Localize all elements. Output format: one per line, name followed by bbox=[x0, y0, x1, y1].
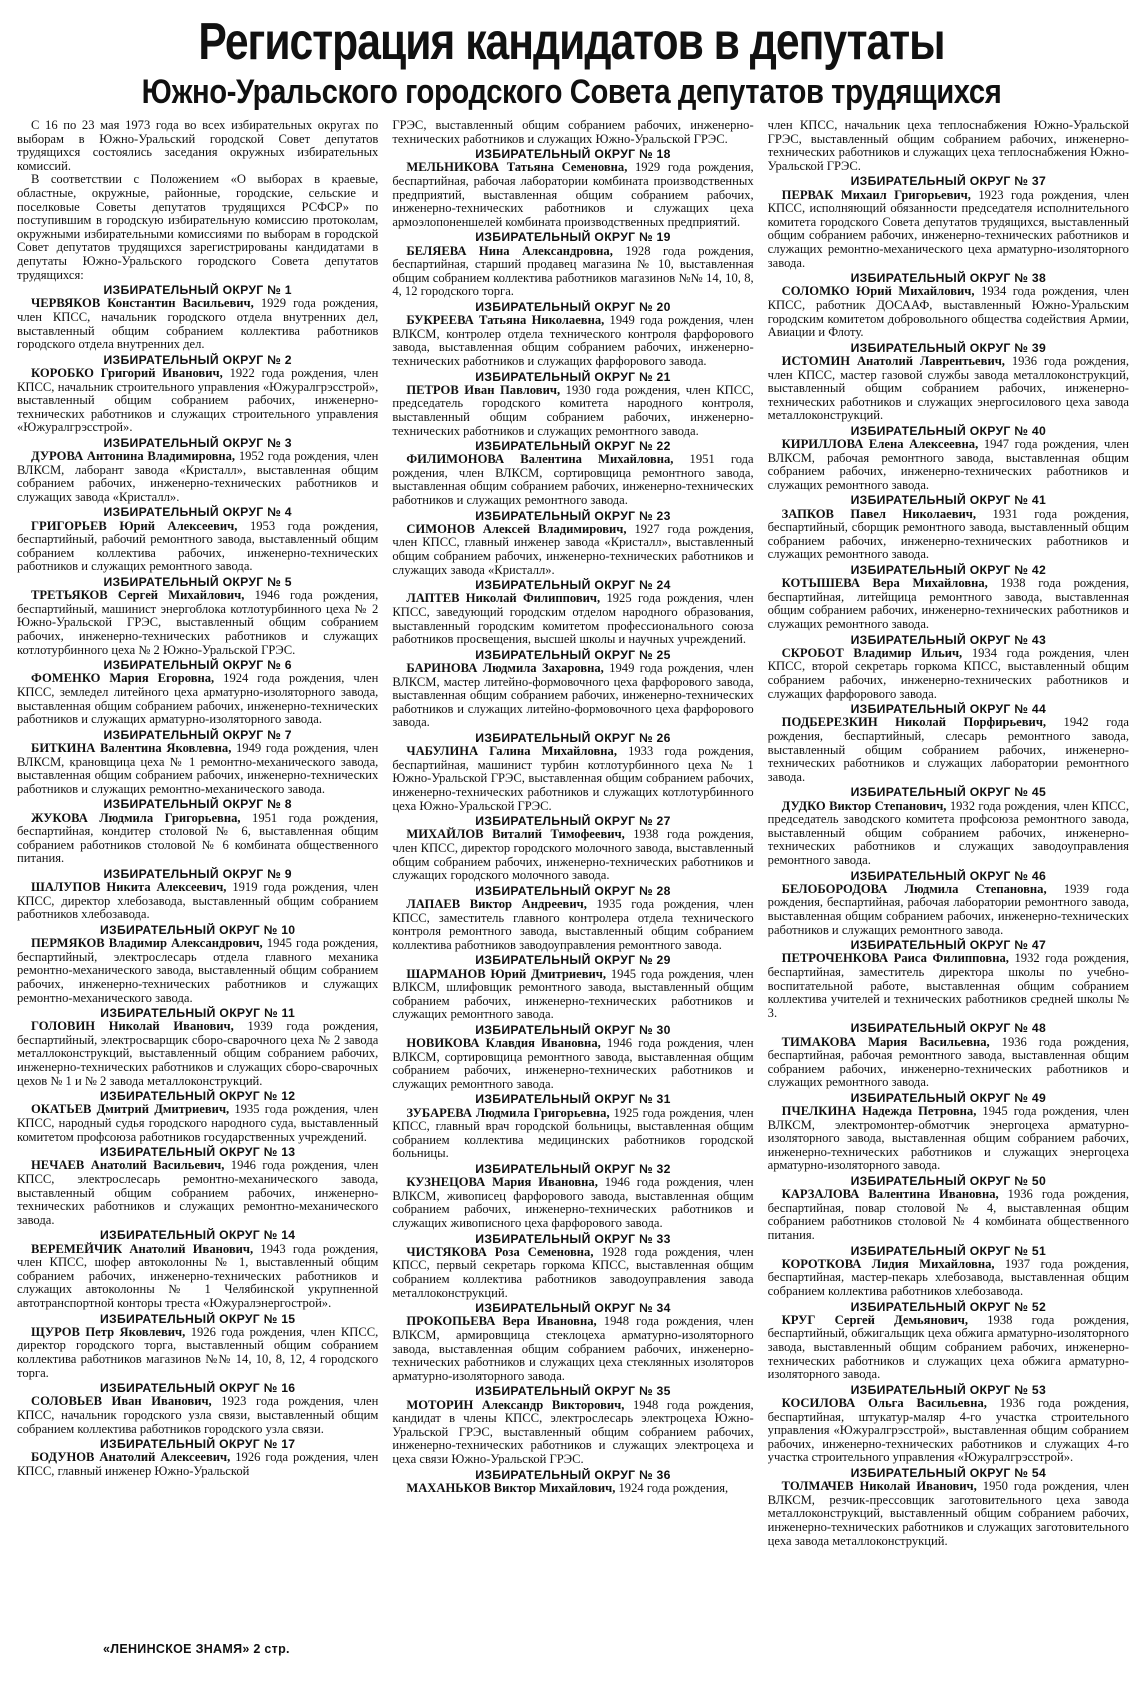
candidate-entry bbox=[17, 937, 378, 1005]
candidate-name: МИХАЙЛОВ Виталий Тимофеевич, bbox=[406, 827, 625, 842]
district-heading: ИЗБИРАТЕЛЬНЫЙ ОКРУГ № 25 bbox=[475, 647, 671, 662]
candidate-details: 1949 года рождения, член ВЛКСМ, крановщица цеха № 1 ремонтно-механического завода, выставленная общим собранием рабочих, инженерно-технических работников и служащих ремонтно-механического завода. bbox=[17, 740, 379, 796]
page-title: Регистрация кандидатов в депутаты bbox=[198, 13, 945, 71]
candidate-entry bbox=[392, 1482, 753, 1496]
candidate-details: 1934 года рождения, член КПСС, работник ДОСААФ, выставленный Южно-Уральским городским комитетом добровольного общества содействия Армии, Авиации и Флоту. bbox=[767, 284, 1129, 340]
candidate-entry bbox=[768, 716, 1129, 784]
candidate-details: 1933 года рождения, беспартийная, машинист турбин котлотурбинного цеха № 1 Южно-Уральской ГРЭС, выставленная общим собранием рабочих, инженерно-технических работников и служащих котлотурбинного цеха Южно-Уральской ГРЭС. bbox=[392, 744, 754, 813]
candidate-entry bbox=[768, 1036, 1129, 1090]
candidate-entry bbox=[768, 1480, 1129, 1548]
candidate-name: КОСИЛОВА Ольга Васильевна, bbox=[781, 1395, 987, 1410]
candidate-details: 1927 года рождения, член КПСС, главный инженер завода «Кристалл», выставленный общим собранием рабочих, инженерно-технических работников и служащих завода «Кристалл». bbox=[392, 521, 754, 577]
district-heading: ИЗБИРАТЕЛЬНЫЙ ОКРУГ № 30 bbox=[475, 1022, 671, 1037]
candidate-name: ТОЛМАЧЕВ Николай Иванович, bbox=[781, 1479, 977, 1494]
candidate-details: 1945 года рождения, беспартийный, электрослесарь отдела главного механика ремонтно-механического завода, выставленный общим собранием рабочих, инженерно-технических работников и служащих ремонтно-механического завода. bbox=[17, 936, 379, 1005]
candidate-name: ШАЛУПОВ Никита Алексеевич, bbox=[31, 880, 227, 895]
candidate-name: ТРЕТЬЯКОВ Сергей Михайлович, bbox=[31, 588, 245, 603]
candidate-details: 1926 года рождения, член КПСС, главный инженер Южно-Уральской bbox=[17, 1450, 379, 1478]
candidate-entry bbox=[17, 672, 378, 726]
candidate-name: СКРОБОТ Владимир Ильич, bbox=[781, 645, 963, 660]
candidate-name: БОДУНОВ Анатолий Алексеевич, bbox=[31, 1450, 231, 1465]
district-heading: ИЗБИРАТЕЛЬНЫЙ ОКРУГ № 41 bbox=[850, 493, 1047, 508]
district-heading: ИЗБИРАТЕЛЬНЫЙ ОКРУГ № 20 bbox=[475, 299, 671, 314]
district-heading: ИЗБИРАТЕЛЬНЫЙ ОКРУГ № 24 bbox=[475, 578, 671, 593]
candidate-entry bbox=[392, 1315, 753, 1383]
candidate-name: ЛАПТЕВ Николай Филиппович, bbox=[406, 591, 601, 606]
candidate-entry bbox=[768, 355, 1129, 423]
candidate-name: БЕЛЯЕВА Нина Александровна, bbox=[406, 243, 613, 258]
candidate-name: ЛАПАЕВ Виктор Андреевич, bbox=[406, 896, 587, 911]
candidate-details: 1936 года рождения, член КПСС, мастер газовой службы завода металлоконструкций, выставленный общим собранием рабочих, инженерно-технических работников и служащих энергосилового цеха завода металлоконструкций. bbox=[767, 353, 1129, 423]
candidate-details: 1945 года рождения, член ВЛКСМ, шлифовщик ремонтного завода, выставленный общим собранием рабочих, инженерно-технических работников и служащих ремонтного завода. bbox=[392, 966, 754, 1022]
candidate-name: ПОДБЕРЕЗКИН Николай Порфирьевич, bbox=[781, 715, 1047, 730]
candidate-name: НОВИКОВА Клавдия Ивановна, bbox=[406, 1036, 601, 1051]
candidate-entry bbox=[768, 800, 1129, 868]
candidate-entry bbox=[768, 647, 1129, 701]
district-heading: ИЗБИРАТЕЛЬНЫЙ ОКРУГ № 21 bbox=[475, 369, 671, 384]
candidate-details: 1947 года рождения, член ВЛКСМ, рабочая ремонтного завода, выставленная общим собранием рабочих, инженерно-технических работников и служащих ремонтного завода. bbox=[767, 437, 1129, 492]
candidate-entry bbox=[17, 1395, 378, 1436]
candidate-details: 1929 года рождения, член КПСС, начальник городского отдела внутренних дел, выставленный общим собранием коллектива работников городского отдела внутренних дел. bbox=[17, 296, 379, 352]
candidate-details: 1938 года рождения, член КПСС, директор городского молочного завода, выставленный общим собранием рабочих, инженерно-технических работников и служащих городского молочного завода. bbox=[392, 827, 754, 883]
candidate-details: 1928 года рождения, беспартийная, старший продавец магазина № 10, выставленная общим собранием коллектива работников магазинов №№ 14, 10, 8, 4, 12 городского торга. bbox=[392, 243, 754, 299]
candidate-entry bbox=[392, 314, 753, 368]
candidate-name: ШАРМАНОВ Юрий Дмитриевич, bbox=[406, 966, 607, 981]
candidate-name: МОТОРИН Александр Викторович, bbox=[406, 1397, 625, 1412]
candidate-details: 1950 года рождения, член ВЛКСМ, резчик-прессовщик заготовительного цеха завода металлоконструкций, выставленный общим собранием рабочих, инженерно-технических работников и служащих заготовительного цеха завода металлоконструкций. bbox=[767, 1479, 1129, 1548]
district-heading: ИЗБИРАТЕЛЬНЫЙ ОКРУГ № 17 bbox=[99, 1437, 296, 1452]
candidate-details: 1928 года рождения, член КПСС, первый секретарь горкома КПСС, выставленная общим собранием коллектива работников заводоуправления завода металлоконструкций. bbox=[392, 1244, 754, 1300]
district-heading: ИЗБИРАТЕЛЬНЫЙ ОКРУГ № 34 bbox=[475, 1301, 671, 1316]
district-heading: ИЗБИРАТЕЛЬНЫЙ ОКРУГ № 4 bbox=[103, 505, 292, 520]
district-heading: ИЗБИРАТЕЛЬНЫЙ ОКРУГ № 49 bbox=[850, 1090, 1047, 1105]
district-heading: ИЗБИРАТЕЛЬНЫЙ ОКРУГ № 40 bbox=[850, 423, 1047, 438]
candidate-name: ЗАПКОВ Павел Николаевич, bbox=[781, 506, 977, 521]
candidate-details: 1926 года рождения, член КПСС, директор городского торга, выставленный общим собранием коллектива работников магазинов №№ 14, 10, 8, 12, 4 городского торга. bbox=[17, 1324, 379, 1380]
candidate-details: 1923 года рождения, член КПСС, начальник городского узла связи, выставленный общим собранием коллектива работников городского узла связи. bbox=[17, 1394, 379, 1436]
candidate-entry bbox=[392, 1399, 753, 1467]
candidate-name: ПЧЕЛКИНА Надежда Петровна, bbox=[781, 1104, 977, 1119]
candidate-details: 1951 года рождения, член ВЛКСМ, сортировщица ремонтного завода, выставленная общим собранием рабочих, инженерно-технических работников и служащих ремонтного завода. bbox=[392, 452, 754, 508]
candidate-entry bbox=[768, 508, 1129, 562]
candidate-details: 1949 года рождения, член ВЛКСМ, мастер литейно-формовочного цеха фарфорового завода, выставленная общим собранием рабочих, инженерно-технических работников и служащих литейно-формовочного цеха фарфорового завода. bbox=[392, 661, 754, 730]
candidate-details: 1925 года рождения, член КПСС, главный врач городской больницы, выставленная общим собранием коллектива медицинских работников городской больницы. bbox=[392, 1105, 754, 1161]
district-heading: ИЗБИРАТЕЛЬНЫЙ ОКРУГ № 12 bbox=[99, 1089, 296, 1104]
candidate-details: 1939 года рождения, беспартийная, рабочая лаборатории ремонтного завода, выставленная общим собранием рабочих, инженерно-технических работников и служащих ремонтного завода. bbox=[767, 881, 1129, 937]
page-subtitle: Южно-Уральского городского Совета депутатов трудящихся bbox=[141, 73, 1002, 111]
district-heading: ИЗБИРАТЕЛЬНЫЙ ОКРУГ № 15 bbox=[99, 1311, 296, 1326]
district-heading: ИЗБИРАТЕЛЬНЫЙ ОКРУГ № 2 bbox=[103, 352, 292, 367]
candidate-details: 1943 года рождения, член КПСС, шофер автоколонны № 1, выставленный общим собранием рабочих, инженерно-технических работников и служащих автоколонны № 1 Челябинской укрупненной автотранспортной конторы треста «Южуралэнергострой». bbox=[17, 1241, 379, 1310]
candidate-name: ОКАТЬЕВ Дмитрий Дмитриевич, bbox=[31, 1102, 230, 1117]
candidate-name: КИРИЛЛОВА Елена Алексеевна, bbox=[781, 437, 979, 452]
candidate-entry bbox=[17, 1326, 378, 1380]
district-heading: ИЗБИРАТЕЛЬНЫЙ ОКРУГ № 50 bbox=[850, 1174, 1047, 1189]
district-heading: ИЗБИРАТЕЛЬНЫЙ ОКРУГ № 54 bbox=[850, 1465, 1047, 1480]
candidate-entry bbox=[768, 1314, 1129, 1382]
candidate-name: БЕЛОБОРОДОВА Людмила Степановна, bbox=[781, 881, 1047, 896]
candidate-entry bbox=[17, 1243, 378, 1311]
district-heading: ИЗБИРАТЕЛЬНЫЙ ОКРУГ № 26 bbox=[475, 731, 671, 745]
district-heading: ИЗБИРАТЕЛЬНЫЙ ОКРУГ № 14 bbox=[99, 1228, 296, 1243]
candidate-name: БУКРЕЕВА Татьяна Николаевна, bbox=[406, 313, 605, 328]
district-heading: ИЗБИРАТЕЛЬНЫЙ ОКРУГ № 43 bbox=[850, 632, 1047, 647]
candidate-details: 1938 года рождения, беспартийная, литейщица ремонтного завода, выставленная общим собранием рабочих, инженерно-технических работников и служащих ремонтного завода. bbox=[767, 576, 1129, 632]
candidate-name: БАРИНОВА Людмила Захаровна, bbox=[406, 661, 604, 676]
candidate-entry bbox=[392, 1176, 753, 1230]
candidate-details: 1939 года рождения, беспартийный, электросварщик сборо-сварочного цеха № 2 завода металлоконструкций, выставленный общим собранием рабочих, инженерно-технических работников и служащих сборо-сварочных цехов № 1 и № 2 завода металлоконструкций. bbox=[17, 1019, 379, 1088]
candidate-name: ФИЛИМОНОВА Валентина Михайловна, bbox=[406, 452, 674, 467]
candidate-name: КОТЫШЕВА Вера Михайловна, bbox=[781, 576, 988, 591]
candidate-name: ПЕРМЯКОВ Владимир Александрович, bbox=[31, 936, 263, 951]
district-heading: ИЗБИРАТЕЛЬНЫЙ ОКРУГ № 52 bbox=[850, 1299, 1047, 1314]
district-heading: ИЗБИРАТЕЛЬНЫЙ ОКРУГ № 28 bbox=[475, 883, 671, 898]
candidate-details: 1919 года рождения, член КПСС, директор хлебозавода, выставленный общим собранием работников хлебозавода. bbox=[17, 880, 379, 922]
candidate-entry bbox=[17, 520, 378, 574]
candidate-entry bbox=[392, 523, 753, 577]
candidate-entry bbox=[768, 189, 1129, 271]
candidate-details: 1946 года рождения, член ВЛКСМ, сортировщица ремонтного завода, выставленная общим собранием рабочих, инженерно-технических работников и служащих ремонтного завода. bbox=[392, 1036, 754, 1091]
district-heading: ИЗБИРАТЕЛЬНЫЙ ОКРУГ № 42 bbox=[850, 563, 1047, 578]
district-heading: ИЗБИРАТЕЛЬНЫЙ ОКРУГ № 44 bbox=[850, 702, 1047, 717]
candidate-name: ЧАБУЛИНА Галина Михайловна, bbox=[406, 744, 617, 759]
candidate-name: ФОМЕНКО Мария Егоровна, bbox=[31, 671, 215, 686]
candidate-entry bbox=[17, 297, 378, 351]
continued-text: член КПСС, начальник цеха теплоснабжения Южно-Уральской ГРЭС, выставленный общим собранием рабочих, инженерно-технических работников и служащих цеха теплоснабжения Южно-Уральской ГРЭС. bbox=[767, 119, 1129, 173]
candidate-name: НЕЧАЕВ Анатолий Васильевич, bbox=[31, 1158, 225, 1173]
candidate-entry bbox=[768, 438, 1129, 492]
candidate-entry bbox=[392, 384, 753, 438]
district-heading: ИЗБИРАТЕЛЬНЫЙ ОКРУГ № 45 bbox=[850, 785, 1047, 800]
district-heading: ИЗБИРАТЕЛЬНЫЙ ОКРУГ № 53 bbox=[850, 1382, 1047, 1397]
candidate-details: 1930 года рождения, член КПСС, председатель городского комитета народного контроля, выставленный общим собранием рабочих, инженерно-технических работников и служащих ремонтного завода. bbox=[392, 382, 754, 438]
district-heading: ИЗБИРАТЕЛЬНЫЙ ОКРУГ № 1 bbox=[103, 283, 292, 298]
footer-masthead: «ЛЕНИНСКОЕ ЗНАМЯ» 2 стр. bbox=[103, 1642, 290, 1656]
candidate-entry bbox=[17, 367, 378, 435]
candidate-name: ЧЕРВЯКОВ Константин Васильевич, bbox=[31, 296, 254, 311]
candidate-name: ГРИГОРЬЕВ Юрий Алексеевич, bbox=[31, 518, 238, 533]
candidate-details: 1935 года рождения, член КПСС, народный судья городского народного суда, выставленный комитетом профсоюза работников государственных учреждений. bbox=[17, 1102, 379, 1144]
candidate-entry bbox=[17, 1020, 378, 1088]
candidate-name: ПЕРВАК Михаил Григорьевич, bbox=[781, 187, 971, 202]
candidate-entry bbox=[392, 828, 753, 882]
candidate-name: МАХАНЬКОВ Виктор Михайлович, bbox=[406, 1480, 616, 1495]
candidate-details: 1948 года рождения, кандидат в члены КПСС, электрослесарь электроцеха Южно-Уральской ГРЭС, выставленный общим собранием рабочих, инженерно-технических работников и служащих электроцеха и цеха связи Южно-Уральской ГРЭС. bbox=[392, 1397, 754, 1466]
district-heading: ИЗБИРАТЕЛЬНЫЙ ОКРУГ № 5 bbox=[103, 575, 292, 590]
candidate-details: 1924 года рождения, bbox=[615, 1480, 729, 1495]
district-heading: ИЗБИРАТЕЛЬНЫЙ ОКРУГ № 47 bbox=[850, 938, 1047, 953]
district-heading: ИЗБИРАТЕЛЬНЫЙ ОКРУГ № 36 bbox=[475, 1467, 671, 1482]
candidate-entry bbox=[768, 577, 1129, 631]
candidate-entry bbox=[768, 883, 1129, 937]
candidate-entry bbox=[768, 1188, 1129, 1242]
candidate-entry bbox=[17, 812, 378, 866]
district-heading: ИЗБИРАТЕЛЬНЫЙ ОКРУГ № 46 bbox=[850, 868, 1047, 883]
candidate-entry bbox=[768, 1105, 1129, 1173]
candidate-name: МЕЛЬНИКОВА Татьяна Семеновна, bbox=[406, 160, 628, 175]
district-heading: ИЗБИРАТЕЛЬНЫЙ ОКРУГ № 18 bbox=[475, 147, 671, 162]
candidate-name: ГОЛОВИН Николай Иванович, bbox=[31, 1019, 234, 1034]
candidate-details: 1936 года рождения, беспартийная, штукатур-маляр 4-го участка строительного управления «Южуралгрэсстрой», выставленная общим собранием рабочих, инженерно-технических работников и служащих 4-го участка строительного управления «Южуралгрэсстрой». bbox=[767, 1395, 1129, 1465]
district-heading: ИЗБИРАТЕЛЬНЫЙ ОКРУГ № 39 bbox=[850, 340, 1047, 355]
candidate-details: 1931 года рождения, беспартийный, сборщик ремонтного завода, выставленный общим собранием рабочих, инженерно-технических работников и служащих ремонтного завода. bbox=[767, 506, 1129, 562]
candidate-entry bbox=[17, 1103, 378, 1144]
candidate-name: ДУРОВА Антонина Владимировна, bbox=[31, 449, 236, 464]
candidate-name: ЧИСТЯКОВА Роза Семеновна, bbox=[406, 1244, 594, 1259]
candidate-name: ПРОКОПЬЕВА Вера Ивановна, bbox=[406, 1314, 597, 1329]
district-heading: ИЗБИРАТЕЛЬНЫЙ ОКРУГ № 51 bbox=[850, 1243, 1047, 1258]
candidate-name: КАРЗАЛОВА Валентина Ивановна, bbox=[781, 1187, 999, 1202]
candidate-details: 1936 года рождения, беспартийная, повар столовой № 4, выставленная общим собранием работников столовой № 4 комбината общественного питания. bbox=[767, 1187, 1129, 1243]
candidate-details: 1953 года рождения, беспартийный, рабочий ремонтного завода, выставленный общим собранием коллектива рабочих, инженерно-технических работников и служащих ремонтного завода. bbox=[17, 518, 379, 574]
candidate-details: 1929 года рождения, беспартийная, рабочая лаборатории комбината производственных предприятий, выставленная общим собранием рабочих, инженерно-технических работников и служащих цеха армоэлопоненшелей комбината производственных предприятий. bbox=[392, 160, 754, 229]
candidate-name: ПЕТРОЧЕНКОВА Раиса Филипповна, bbox=[781, 951, 1009, 966]
candidate-details: 1934 года рождения, член КПСС, второй секретарь горкома КПСС, выставленный общим собранием рабочих, инженерно-технических работников и служащих фарфорового завода. bbox=[767, 645, 1129, 701]
candidate-entry bbox=[768, 1258, 1129, 1299]
intro-paragraph: В соответствии с Положением «О выборах в краевые, областные, окружные, районные, городские, сельские и поселковые Советы депутатов трудящихся РСФСР» по поступившим в городскую избирательную комиссию протоколам, окружными избирательными комиссиями по выборам в городской Совет депутатов трудящихся зарегистрированы кандидатами в депутаты Южно-Уральского городского Совета депутатов трудящихся: bbox=[17, 172, 379, 282]
district-heading: ИЗБИРАТЕЛЬНЫЙ ОКРУГ № 31 bbox=[475, 1092, 671, 1107]
candidate-name: СИМОНОВ Алексей Владимирович, bbox=[406, 521, 627, 536]
article-columns bbox=[17, 119, 1129, 1659]
candidate-entry bbox=[17, 589, 378, 657]
candidate-name: КРУГ Сергей Демьянович, bbox=[781, 1312, 969, 1327]
candidate-entry bbox=[392, 662, 753, 730]
district-heading: ИЗБИРАТЕЛЬНЫЙ ОКРУГ № 32 bbox=[475, 1162, 671, 1177]
candidate-details: 1935 года рождения, член КПСС, заместитель главного контролера отдела технического контроля ремонтного завода, выставленный общим собранием коллектива работников заводоуправления ремонтного завода. bbox=[392, 896, 754, 952]
candidate-details: 1948 года рождения, член ВЛКСМ, армировщица стеклоцеха арматурно-изоляторного завода, выставленная общим собранием рабочих, инженерно-технических работников и служащих цеха стеклянных изоляторов арматурно-изоляторного завода. bbox=[392, 1314, 754, 1383]
candidate-details: 1946 года рождения, беспартийный, машинист энергоблока котлотурбинного цеха № 2 Южно-Уральской ГРЭС, выставленный общим собранием рабочих, инженерно-технических работников и служащих котлотурбинного цеха № 2 Южно-Уральской ГРЭС. bbox=[17, 588, 379, 657]
candidate-name: ЖУКОВА Людмила Григорьевна, bbox=[31, 810, 241, 825]
candidate-details: 1949 года рождения, член ВЛКСМ, контролер отдела технического контроля фарфорового завода, выставленная общим собранием рабочих, инженерно-технических работников и служащих фарфорового завода. bbox=[392, 313, 754, 368]
candidate-details: 1951 года рождения, беспартийная, кондитер столовой № 6, выставленная общим собранием работников столовой № 6 комбината общественного питания. bbox=[17, 810, 379, 866]
district-heading: ИЗБИРАТЕЛЬНЫЙ ОКРУГ № 10 bbox=[99, 922, 296, 937]
district-heading: ИЗБИРАТЕЛЬНЫЙ ОКРУГ № 6 bbox=[103, 658, 292, 673]
candidate-name: ТИМАКОВА Мария Васильевна, bbox=[781, 1034, 990, 1049]
column-2 bbox=[392, 119, 753, 1659]
district-heading: ИЗБИРАТЕЛЬНЫЙ ОКРУГ № 11 bbox=[100, 1006, 296, 1021]
column-1 bbox=[17, 119, 378, 1659]
candidate-entry bbox=[392, 1246, 753, 1300]
candidate-entry bbox=[768, 285, 1129, 339]
candidate-name: ПЕТРОВ Иван Павлович, bbox=[406, 382, 561, 397]
candidate-entry bbox=[392, 453, 753, 507]
candidate-name: ДУДКО Виктор Степанович, bbox=[781, 798, 947, 813]
district-heading: ИЗБИРАТЕЛЬНЫЙ ОКРУГ № 48 bbox=[850, 1021, 1047, 1036]
candidate-name: ЗУБАРЕВА Людмила Григорьевна, bbox=[406, 1105, 610, 1120]
candidate-entry bbox=[392, 968, 753, 1022]
candidate-name: СОЛОМКО Юрий Михайлович, bbox=[781, 284, 975, 299]
district-heading: ИЗБИРАТЕЛЬНЫЙ ОКРУГ № 35 bbox=[475, 1384, 671, 1399]
candidate-details: 1946 года рождения, член ВЛКСМ, живописец фарфорового завода, выставленная общим собранием рабочих, инженерно-технических работников и служащих живописного цеха фарфорового завода. bbox=[392, 1175, 754, 1231]
candidate-entry bbox=[17, 450, 378, 504]
candidate-details: 1923 года рождения, член КПСС, исполняющий обязанности председателя исполнительного комитета городского Совета депутатов трудящихся, выставленный общим собранием рабочих, инженерно-технических работников и служащих ремонтно-механического цеха арматурно-изоляторного завода. bbox=[767, 187, 1129, 270]
candidate-name: ВЕРЕМЕЙЧИК Анатолий Иванович, bbox=[31, 1241, 254, 1256]
candidate-name: ИСТОМИН Анатолий Лаврентьевич, bbox=[781, 353, 1005, 368]
candidate-details: 1922 года рождения, член КПСС, начальник строительного управления «Южуралгрэсстрой», выставленный общим собранием рабочих, инженерно-технических работников и служащих строительного управления «Южуралгрэсстрой». bbox=[17, 365, 379, 435]
candidate-entry bbox=[768, 1397, 1129, 1465]
district-heading: ИЗБИРАТЕЛЬНЫЙ ОКРУГ № 3 bbox=[103, 435, 292, 450]
candidate-details: 1942 года рождения, беспартийный, слесарь ремонтного завода, выставленный общим собранием рабочих, инженерно-технических работников и служащих лаборатории ремонтного завода. bbox=[767, 715, 1129, 784]
district-heading: ИЗБИРАТЕЛЬНЫЙ ОКРУГ № 7 bbox=[103, 727, 292, 742]
candidate-details: 1952 года рождения, член ВЛКСМ, лаборант завода «Кристалл», выставленная общим собранием рабочих, инженерно-технических работников и служащих завода «Кристалл». bbox=[17, 449, 379, 504]
candidate-details: 1945 года рождения, член ВЛКСМ, электромонтер-обмотчик энергоцеха арматурно-изоляторного завода, выставленная общим собранием рабочих, инженерно-технических работников и служащих энергоцеха арматурно-изоляторного завода. bbox=[767, 1104, 1129, 1173]
candidate-details: 1932 года рождения, беспартийная, заместитель директора школы по учебно-воспитательной работе, выставленная общим собранием коллектива учителей и технических работников средней школы № 3. bbox=[767, 951, 1129, 1020]
candidate-name: КОРОТКОВА Лидия Михайловна, bbox=[781, 1256, 995, 1271]
district-heading: ИЗБИРАТЕЛЬНЫЙ ОКРУГ № 22 bbox=[475, 439, 671, 454]
candidate-name: СОЛОВЬЕВ Иван Иванович, bbox=[31, 1394, 212, 1409]
candidate-entry bbox=[392, 1107, 753, 1161]
candidate-entry bbox=[392, 161, 753, 229]
candidate-details: 1924 года рождения, член КПСС, земледел литейного цеха арматурно-изоляторного завода, выставленная общим собранием рабочих, инженерно-технических работников и служащих арматурно-изоляторного завода. bbox=[17, 671, 379, 727]
intro-paragraph: С 16 по 23 мая 1973 года во всех избирательных округах по выборам в Южно-Уральский городской Совет депутатов трудящихся состоялись заседания окружных избирательных комиссий. bbox=[17, 119, 379, 173]
district-heading: ИЗБИРАТЕЛЬНЫЙ ОКРУГ № 23 bbox=[475, 508, 671, 523]
column-3 bbox=[768, 119, 1129, 1659]
candidate-entry bbox=[392, 245, 753, 299]
district-heading: ИЗБИРАТЕЛЬНЫЙ ОКРУГ № 19 bbox=[475, 230, 671, 245]
district-heading: ИЗБИРАТЕЛЬНЫЙ ОКРУГ № 38 bbox=[850, 271, 1047, 286]
district-heading: ИЗБИРАТЕЛЬНЫЙ ОКРУГ № 27 bbox=[475, 814, 671, 829]
district-heading: ИЗБИРАТЕЛЬНЫЙ ОКРУГ № 29 bbox=[475, 953, 671, 968]
district-heading: ИЗБИРАТЕЛЬНЫЙ ОКРУГ № 8 bbox=[103, 797, 292, 812]
candidate-entry bbox=[17, 1451, 378, 1478]
district-heading: ИЗБИРАТЕЛЬНЫЙ ОКРУГ № 37 bbox=[850, 174, 1047, 189]
candidate-entry bbox=[392, 898, 753, 952]
candidate-entry bbox=[392, 745, 753, 813]
district-heading: ИЗБИРАТЕЛЬНЫЙ ОКРУГ № 16 bbox=[99, 1381, 296, 1396]
candidate-name: БИТКИНА Валентина Яковлевна, bbox=[31, 740, 232, 755]
candidate-entry bbox=[17, 742, 378, 796]
candidate-details: 1936 года рождения, беспартийная, рабочая ремонтного завода, выставленная общим собранием рабочих, инженерно-технических работников и служащих ремонтного завода. bbox=[767, 1034, 1129, 1090]
district-heading: ИЗБИРАТЕЛЬНЫЙ ОКРУГ № 33 bbox=[475, 1231, 671, 1246]
candidate-details: 1946 года рождения, член КПСС, электрослесарь ремонтно-механического завода, выставленный общим собранием рабочих, инженерно-технических работников и служащих ремонтно-механического завода. bbox=[17, 1158, 379, 1227]
candidate-entry bbox=[768, 952, 1129, 1020]
candidate-entry bbox=[17, 1159, 378, 1227]
candidate-name: ЩУРОВ Петр Яковлевич, bbox=[31, 1324, 186, 1339]
district-heading: ИЗБИРАТЕЛЬНЫЙ ОКРУГ № 9 bbox=[103, 866, 292, 881]
candidate-name: КУЗНЕЦОВА Мария Ивановна, bbox=[406, 1175, 598, 1190]
candidate-entry bbox=[392, 592, 753, 646]
candidate-details: 1932 года рождения, член КПСС, председатель заводского комитета профсоюза ремонтного завода, выставленный общим собранием рабочих, инженерно-технических работников и служащих заводоуправления ремонтного завода. bbox=[767, 798, 1129, 867]
district-heading: ИЗБИРАТЕЛЬНЫЙ ОКРУГ № 13 bbox=[99, 1145, 296, 1160]
continued-text: ГРЭС, выставленный общим собранием рабочих, инженерно-технических работников и служащих Южно-Уральской ГРЭС. bbox=[392, 119, 754, 146]
candidate-entry bbox=[17, 881, 378, 922]
candidate-details: 1925 года рождения, член КПСС, заведующий городским отделом народного образования, выставленный городским комитетом профессионального союза работников просвещения, высшей школы и научных учреждений. bbox=[392, 591, 754, 647]
candidate-details: 1937 года рождения, беспартийная, мастер-пекарь хлебозавода, выставленная общим собранием коллектива работников хлебозавода. bbox=[767, 1256, 1129, 1299]
candidate-entry bbox=[392, 1037, 753, 1091]
candidate-name: КОРОБКО Григорий Иванович, bbox=[31, 365, 223, 380]
candidate-details: 1938 года рождения, беспартийный, обжигальщик цеха обжига арматурно-изоляторного завода, выставленный общим собранием рабочих, инженерно-технических работников и служащих цеха обжига арматурно-изоляторного завода. bbox=[767, 1312, 1129, 1382]
